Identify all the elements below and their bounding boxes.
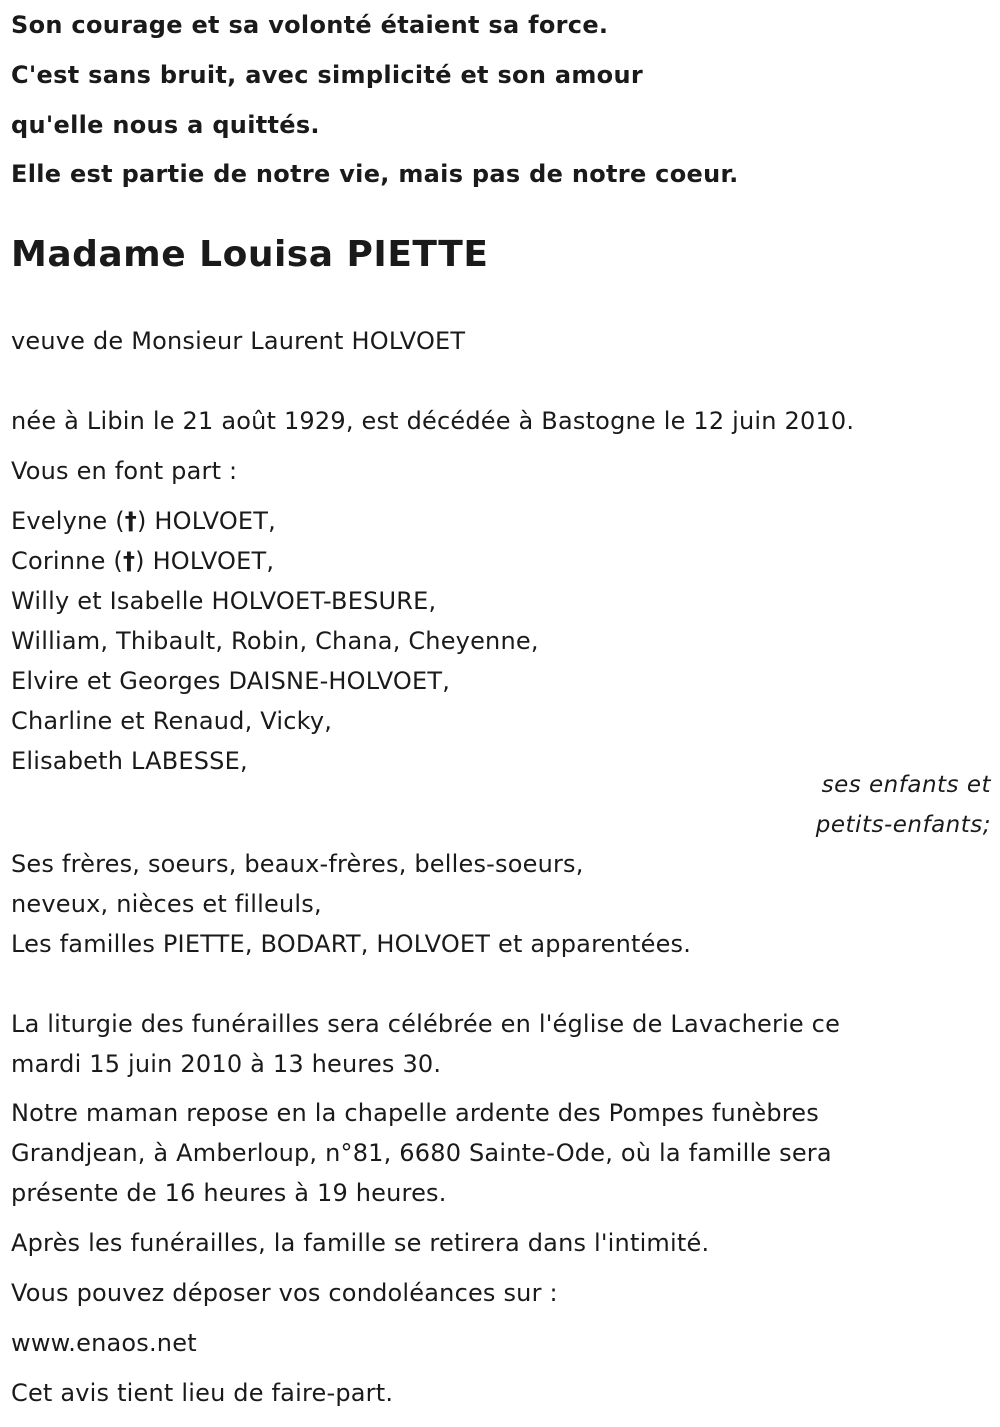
extended-family-line: Les familles PIETTE, BODART, HOLVOET et apparentées. xyxy=(11,930,692,958)
family-member-last: ) HOLVOET, xyxy=(135,547,275,575)
rest-line-2: Grandjean, à Amberloup, n°81, 6680 Sainte-Ode, où la famille sera xyxy=(11,1139,832,1167)
rest-line-1: Notre maman repose en la chapelle ardente des Pompes funèbres xyxy=(11,1099,819,1127)
rest-line-3: présente de 16 heures à 19 heures. xyxy=(11,1179,447,1207)
family-member-first: Corinne ( xyxy=(11,547,123,575)
announcers-intro: Vous en font part : xyxy=(11,457,238,485)
deceased-name: Madame Louisa PIETTE xyxy=(11,234,489,275)
condolences-website: www.enaos.net xyxy=(11,1329,197,1357)
birth-death-line: née à Libin le 21 août 1929, est décédée à Bastogne le 12 juin 2010. xyxy=(11,407,855,435)
family-member-first: Evelyne ( xyxy=(11,507,125,535)
family-line: Elvire et Georges DAISNE-HOLVOET, xyxy=(11,667,451,695)
family-member-evelyne xyxy=(11,504,276,538)
closing-line: Cet avis tient lieu de faire-part. xyxy=(11,1379,394,1407)
epitaph-line-3: qu'elle nous a quittés. xyxy=(11,111,320,139)
epitaph-line-2: C'est sans bruit, avec simplicité et son amour xyxy=(11,61,643,89)
extended-family-line: neveux, nièces et filleuls, xyxy=(11,890,322,918)
family-line: Willy et Isabelle HOLVOET-BESURE, xyxy=(11,587,437,615)
epitaph-line-1: Son courage et sa volonté étaient sa force. xyxy=(11,11,609,39)
family-relation-line-1: ses enfants et xyxy=(821,772,991,798)
after-funeral-line: Après les funérailles, la famille se retirera dans l'intimité. xyxy=(11,1229,710,1257)
family-relation-line-2: petits-enfants; xyxy=(815,812,991,838)
liturgy-line-2: mardi 15 juin 2010 à 13 heures 30. xyxy=(11,1050,442,1078)
family-line: William, Thibault, Robin, Chana, Cheyenne, xyxy=(11,627,539,655)
family-line: Charline et Renaud, Vicky, xyxy=(11,707,333,735)
epitaph-line-4: Elle est partie de notre vie, mais pas de notre coeur. xyxy=(11,160,739,188)
family-line: Elisabeth LABESSE, xyxy=(11,747,248,775)
cross-icon: † xyxy=(124,507,137,535)
extended-family-line: Ses frères, soeurs, beaux-frères, belles-soeurs, xyxy=(11,850,584,878)
family-member-last: ) HOLVOET, xyxy=(136,507,276,535)
family-member-corinne xyxy=(11,544,274,578)
cross-icon: † xyxy=(122,547,136,575)
condolences-intro: Vous pouvez déposer vos condoléances sur : xyxy=(11,1279,558,1307)
spouse-line: veuve de Monsieur Laurent HOLVOET xyxy=(11,327,466,355)
liturgy-line-1: La liturgie des funérailles sera célébrée en l'église de Lavacherie ce xyxy=(11,1010,841,1038)
